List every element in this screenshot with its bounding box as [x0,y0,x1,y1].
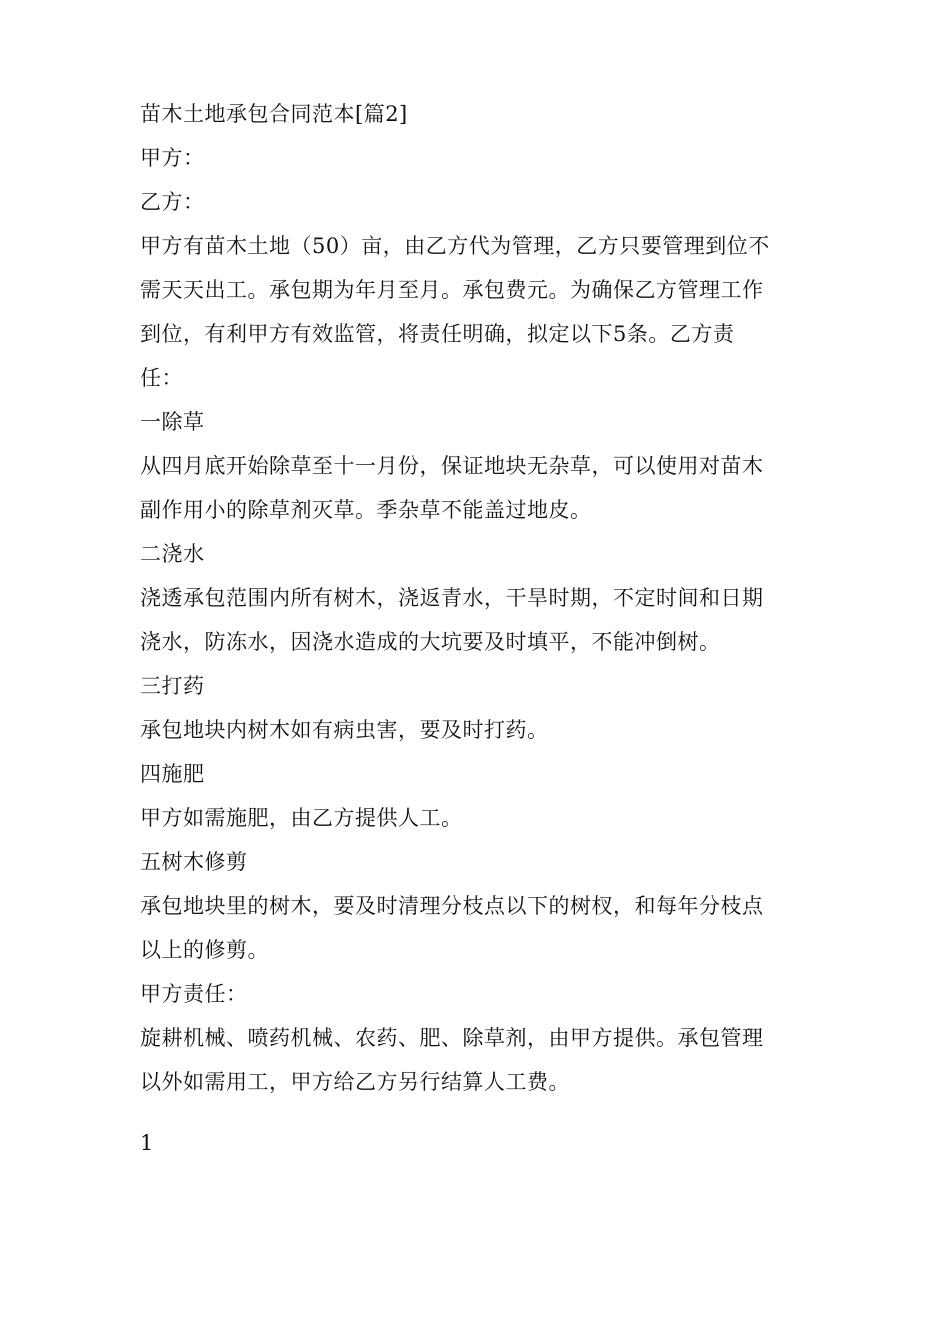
paragraph-line: 甲方如需施肥，由乙方提供人工。 [140,806,463,830]
section-body-weeding [140,444,805,532]
section-heading-fertilizing: 四施肥 [140,762,205,786]
paragraph-line: 副作用小的除草剂灭草。季杂草不能盖过地皮。 [140,498,592,522]
section-body-fertilizing [140,796,805,840]
paragraph-line: 以外如需用工，甲方给乙方另行结算人工费。 [140,1070,570,1094]
paragraph-line: 以上的修剪。 [140,938,269,962]
section-body-spraying [140,708,805,752]
party-a-responsibility-heading: 甲方责任： [140,982,248,1006]
section-body-pruning [140,884,805,972]
party-a-responsibility-body [140,1016,805,1104]
paragraph-line: 到位，有利甲方有效监管，将责任明确，拟定以下5条。乙方责 [140,322,735,346]
paragraph-line: 任： [140,366,183,390]
document-body [140,92,805,1104]
party-b-label: 乙方： [140,190,205,214]
paragraph-line: 甲方有苗木土地（50）亩，由乙方代为管理，乙方只要管理到位不 [140,234,770,258]
page-number: 1 [140,1131,154,1155]
paragraph-line: 承包地块内树木如有病虫害，要及时打药。 [140,718,549,742]
paragraph-line: 浇透承包范围内所有树木，浇返青水，干旱时期，不定时间和日期 [140,586,764,610]
section-heading-weeding: 一除草 [140,410,205,434]
section-heading-spraying: 三打药 [140,674,205,698]
section-heading-watering: 二浇水 [140,542,205,566]
section-body-watering [140,576,805,664]
paragraph-line: 需天天出工。承包期为年月至月。承包费元。为确保乙方管理工作 [140,278,764,302]
intro-paragraph [140,224,805,400]
paragraph-line: 承包地块里的树木，要及时清理分枝点以下的树杈，和每年分枝点 [140,894,764,918]
section-heading-pruning: 五树木修剪 [140,850,248,874]
party-a-label: 甲方： [140,146,205,170]
paragraph-line: 从四月底开始除草至十一月份，保证地块无杂草，可以使用对苗木 [140,454,764,478]
document-title: 苗木土地承包合同范本[篇2] [140,102,408,126]
paragraph-line: 旋耕机械、喷药机械、农药、肥、除草剂，由甲方提供。承包管理 [140,1026,764,1050]
paragraph-line: 浇水，防冻水，因浇水造成的大坑要及时填平，不能冲倒树。 [140,630,721,654]
